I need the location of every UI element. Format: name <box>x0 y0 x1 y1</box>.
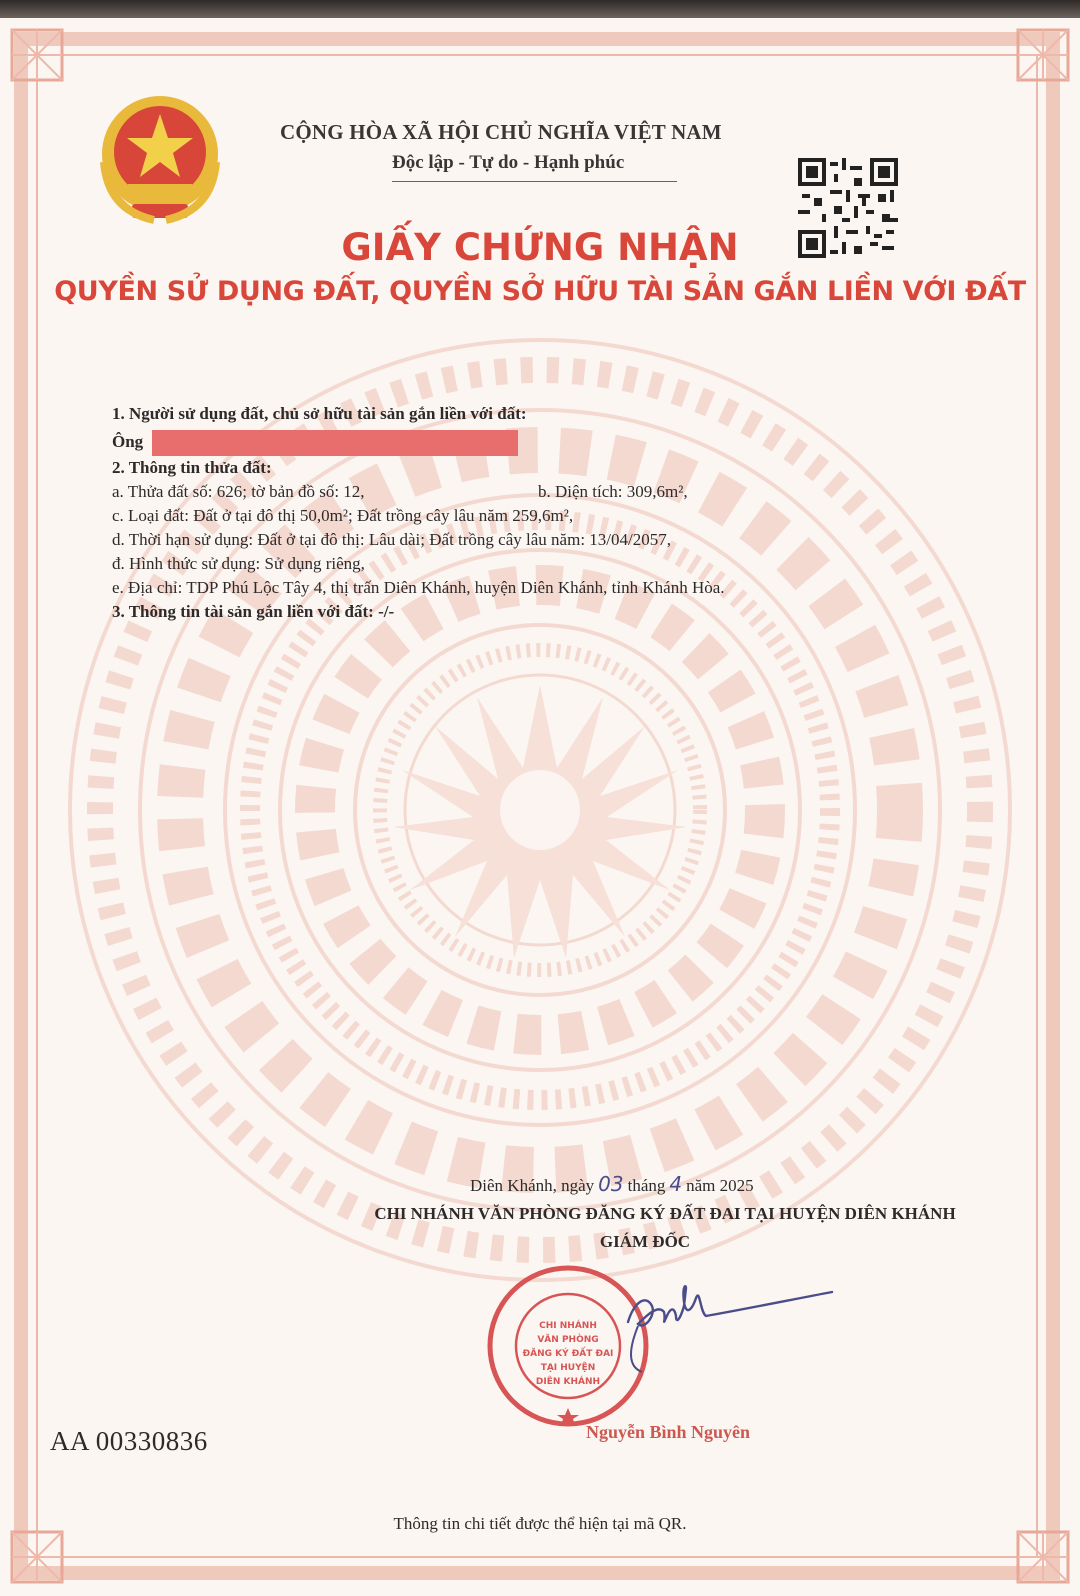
svg-text:CHI NHÁNH: CHI NHÁNH <box>539 1321 597 1331</box>
year-label: năm 2025 <box>686 1176 754 1195</box>
issuing-office: CHI NHÁNH VĂN PHÒNG ĐĂNG KÝ ĐẤT ĐAI TẠI HUYỆN DIÊN KHÁNH <box>374 1204 956 1223</box>
parcel-line-c: c. Loại đất: Đất ở tại đô thị 50,0m²; Đất trồng cây lâu năm 259,6m², <box>112 506 574 525</box>
month-label: tháng <box>627 1176 666 1195</box>
section1-heading: 1. Người sử dụng đất, chủ sở hữu tài sản gắn liền với đất: <box>112 404 527 423</box>
corner-ornament-icon <box>8 26 66 84</box>
issue-day: 03 <box>598 1172 624 1196</box>
section3-value: -/- <box>378 602 395 621</box>
corner-ornament-icon <box>1014 26 1072 84</box>
corner-ornament-icon <box>8 1528 66 1586</box>
issue-place: Diên Khánh, ngày <box>470 1176 595 1195</box>
parcel-line-e: e. Địa chỉ: TDP Phú Lộc Tây 4, thị trấn Diên Khánh, huyện Diên Khánh, tỉnh Khánh Hòa. <box>112 578 725 597</box>
section3-line <box>112 602 394 622</box>
republic-header: CỘNG HÒA XÃ HỘI CHỦ NGHĨA VIỆT NAM <box>280 120 722 144</box>
corner-ornament-icon <box>1014 1528 1072 1586</box>
parcel-line-dd: đ. Hình thức sử dụng: Sử dụng riêng, <box>112 554 365 573</box>
national-emblem-icon <box>94 92 226 232</box>
qr-footer-note: Thông tin chi tiết được thể hiện tại mã QR. <box>393 1514 687 1533</box>
parcel-line-d: d. Thời hạn sử dụng: Đất ở tại đô thị: Lâu dài; Đất trồng cây lâu năm: 13/04/2057, <box>112 530 671 549</box>
svg-text:TẠI HUYỆN: TẠI HUYỆN <box>540 1363 596 1373</box>
svg-text:ĐĂNG KÝ ĐẤT ĐAI: ĐĂNG KÝ ĐẤT ĐAI <box>522 1349 614 1359</box>
signer-position: GIÁM ĐỐC <box>599 1232 691 1251</box>
parcel-area: b. Diện tích: 309,6m², <box>538 482 688 501</box>
issue-month: 4 <box>669 1172 683 1196</box>
owner-prefix: Ông <box>112 432 144 451</box>
handwritten-signature <box>600 1276 850 1386</box>
section3-heading: 3. Thông tin tài sản gắn liền với đất: <box>112 602 374 621</box>
parcel-line-a: a. Thửa đất số: 626; tờ bản đồ số: 12, <box>112 482 365 501</box>
signer-name: Nguyễn Bình Nguyên <box>586 1422 751 1442</box>
motto-underline <box>392 181 677 182</box>
document-title: GIẤY CHỨNG NHẬN <box>341 226 739 269</box>
serial-number: AA 00330836 <box>50 1426 208 1456</box>
document-subtitle: QUYỀN SỬ DỤNG ĐẤT, QUYỀN SỞ HỮU TÀI SẢN GẮN LIỀN VỚI ĐẤT <box>54 276 1026 307</box>
section2-heading: 2. Thông tin thửa đất: <box>112 458 272 477</box>
owner-name-redaction <box>152 430 518 456</box>
svg-text:DIÊN KHÁNH: DIÊN KHÁNH <box>535 1377 601 1387</box>
issue-date <box>470 1172 754 1196</box>
motto: Độc lập - Tự do - Hạnh phúc <box>392 152 625 173</box>
svg-text:VĂN PHÒNG: VĂN PHÒNG <box>537 1335 599 1345</box>
